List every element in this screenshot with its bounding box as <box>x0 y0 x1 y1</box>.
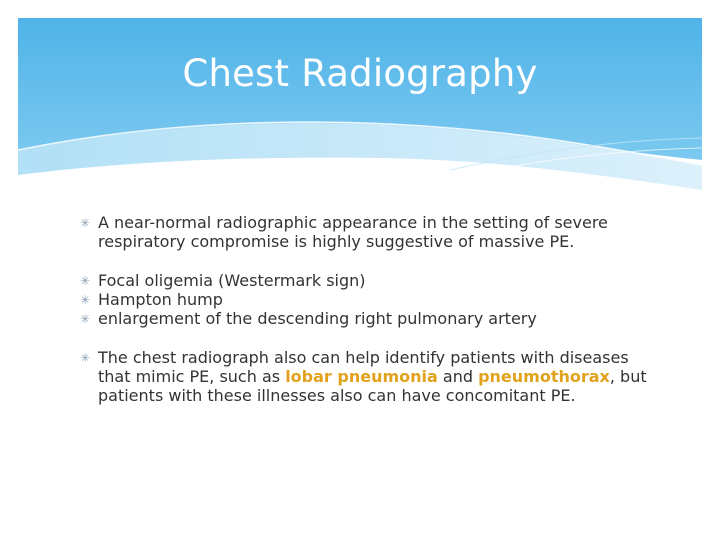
bullet-group-1 <box>80 213 660 251</box>
list-item-text-mid: and <box>437 367 479 386</box>
highlight-pneumothorax: pneumothorax <box>478 367 610 386</box>
asterisk-bullet-icon: ✳ <box>80 274 91 288</box>
list-item <box>80 309 660 328</box>
asterisk-bullet-icon: ✳ <box>80 312 91 326</box>
list-item-text: Hampton hump <box>98 290 223 309</box>
header-band <box>0 0 720 200</box>
asterisk-bullet-icon: ✳ <box>80 216 91 230</box>
list-item <box>80 348 660 405</box>
list-item-text-after: , but patients with these illnesses also can have concomitant PE. <box>98 367 647 405</box>
asterisk-bullet-icon: ✳ <box>80 351 91 365</box>
list-item-text: A near-normal radiographic appearance in the setting of severe respiratory compromise is highly suggestive of massive PE. <box>98 213 608 251</box>
list-item <box>80 271 660 290</box>
list-item-text-before: The chest radiograph also can help identify patients with diseases that mimic PE, such as <box>98 348 629 386</box>
list-item-text: Focal oligemia (Westermark sign) <box>98 271 366 290</box>
bullet-group-3 <box>80 348 660 405</box>
list-item <box>80 213 660 251</box>
slide-content <box>80 213 660 425</box>
list-item <box>80 290 660 309</box>
list-item-text: enlargement of the descending right pulmonary artery <box>98 309 537 328</box>
bullet-group-2 <box>80 271 660 328</box>
header-wave-graphic <box>0 0 720 200</box>
slide-title: Chest Radiography <box>182 52 538 95</box>
asterisk-bullet-icon: ✳ <box>80 293 91 307</box>
highlight-lobar-pneumonia: lobar pneumonia <box>285 367 438 386</box>
